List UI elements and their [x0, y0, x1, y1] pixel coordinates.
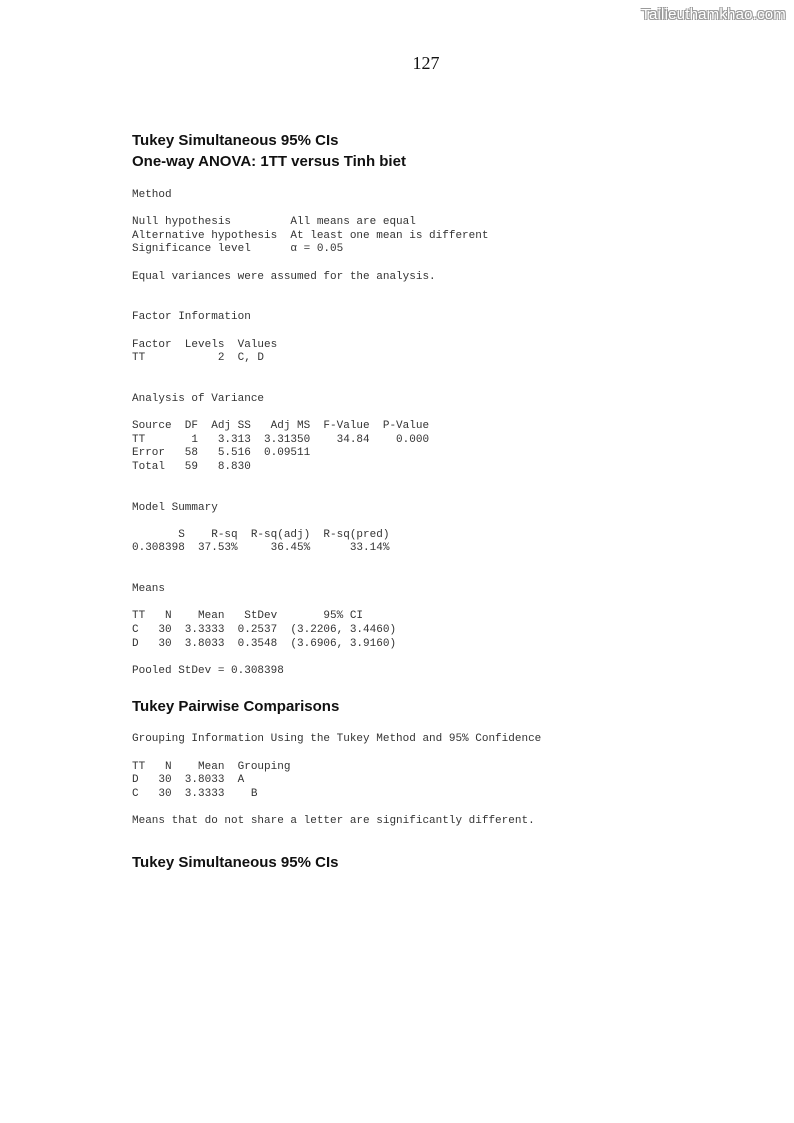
anova-row: Error 58 5.516 0.09511 — [132, 447, 311, 460]
anova-header: Source DF Adj SS Adj MS F-Value P-Value — [132, 420, 430, 433]
factor-info-label: Factor Information — [132, 311, 251, 324]
grouping-header: TT N Mean Grouping — [132, 760, 291, 773]
method-line: Alternative hypothesis At least one mean is different — [132, 229, 489, 242]
heading-tukey-ci: Tukey Simultaneous 95% CIs — [132, 132, 339, 149]
model-summary-label: Model Summary — [132, 501, 218, 514]
anova-row: Total 59 8.830 — [132, 460, 251, 473]
method-label: Method — [132, 189, 172, 201]
heading-simultaneous: Tukey Simultaneous 95% CIs — [132, 853, 339, 871]
grouping-row: D 30 3.8033 A — [132, 774, 245, 787]
heading-pairwise: Tukey Pairwise Comparisons — [132, 698, 340, 716]
anova-row: TT 1 3.313 3.31350 34.84 0.000 — [132, 433, 430, 446]
grouping-row: C 30 3.3333 B — [132, 787, 258, 800]
means-label: Means — [132, 583, 166, 596]
model-summary-header: S R-sq R-sq(adj) R-sq(pred) — [132, 528, 390, 541]
grouping-label: Grouping Information Using the Tukey Method and 95% Confidence — [132, 733, 542, 746]
watermark: Tailieuthamkhao.com — [641, 6, 786, 23]
factor-info-header: Factor Levels Values — [132, 338, 278, 351]
anova-label: Analysis of Variance — [132, 392, 265, 405]
document-body — [132, 130, 752, 873]
grouping-note: Means that do not share a letter are significantly different. — [132, 814, 535, 827]
means-header: TT N Mean StDev 95% CI — [132, 610, 364, 623]
means-row: D 30 3.8033 0.3548 (3.6906, 3.9160) — [132, 637, 397, 650]
method-line: Null hypothesis All means are equal — [132, 216, 416, 229]
method-line: Significance level α = 0.05 — [132, 243, 344, 256]
method-note: Equal variances were assumed for the analysis. — [132, 270, 436, 283]
factor-info-row: TT 2 C, D — [132, 352, 265, 365]
heading-anova: One-way ANOVA: 1TT versus Tinh biet — [132, 153, 406, 170]
page-number: 127 — [412, 53, 440, 73]
model-summary-row: 0.308398 37.53% 36.45% 33.14% — [132, 542, 390, 555]
pooled-stdev: Pooled StDev = 0.308398 — [132, 664, 284, 677]
means-row: C 30 3.3333 0.2537 (3.2206, 3.4460) — [132, 624, 397, 636]
